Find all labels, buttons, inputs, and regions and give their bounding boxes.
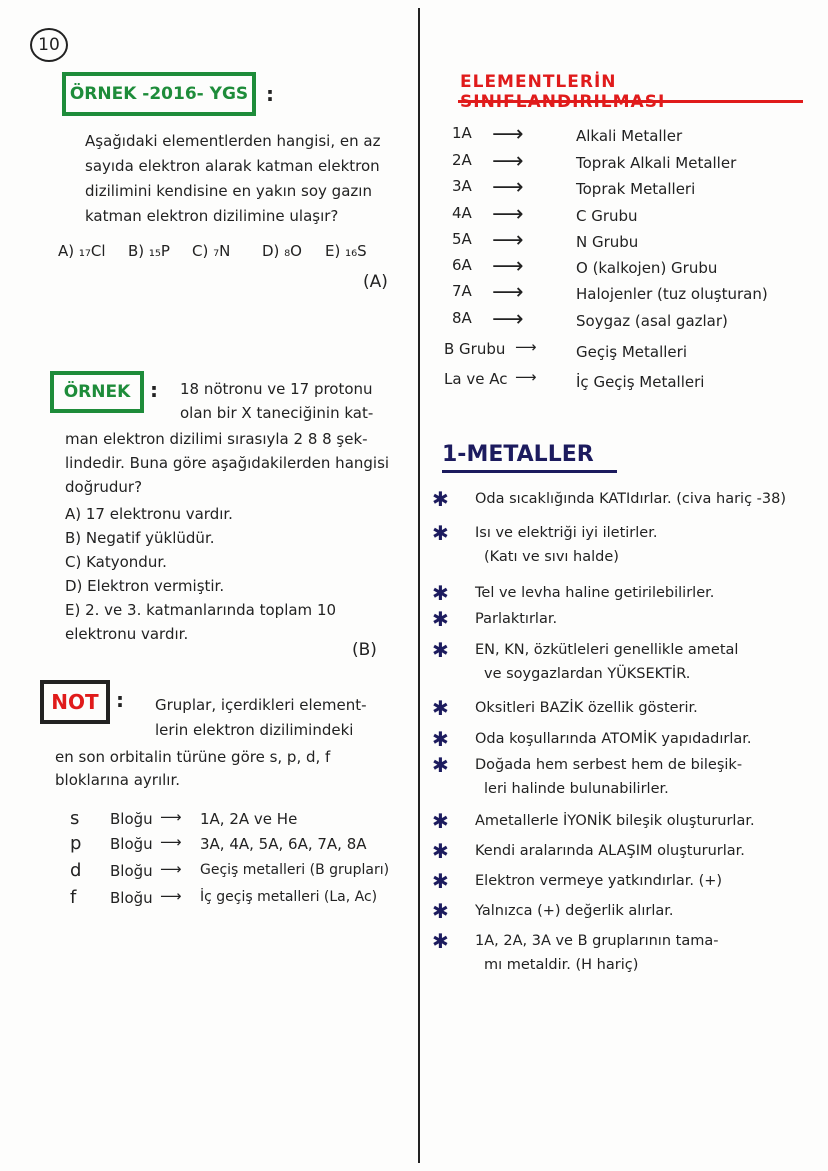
metal-property: EN, KN, özkütleleri genellikle ametal	[475, 642, 739, 658]
group-label: 7A	[452, 282, 472, 300]
bullet-star-icon: ✱	[432, 809, 449, 833]
metal-property: leri halinde bulunabilirler.	[484, 781, 669, 797]
bullet-star-icon: ✱	[432, 869, 449, 893]
title-underline	[442, 470, 617, 473]
block-name: Bloğu	[110, 889, 153, 907]
question-line: lindedir. Buna göre aşağıdakilerden hangisi	[65, 454, 390, 472]
arrow-icon: ⟶	[492, 280, 524, 305]
arrow-icon: ⟶	[492, 149, 524, 174]
option: D) ₈O	[262, 242, 302, 260]
arrow-icon: ⟶	[492, 228, 524, 253]
column-divider	[418, 8, 420, 1163]
metals-title: 1-METALLER	[442, 442, 594, 467]
question-line: sayıda elektron alarak katman elektron	[85, 157, 380, 175]
example-label-box: ÖRNEK -2016- YGS	[62, 72, 256, 116]
option: E) 2. ve 3. katmanlarında toplam 10	[65, 601, 337, 619]
group-name: Soygaz (asal gazlar)	[576, 312, 728, 330]
arrow-icon: ⟶	[160, 860, 182, 878]
example-label-box: ÖRNEK	[50, 371, 144, 413]
option: elektronu vardır.	[65, 625, 189, 643]
group-label: 8A	[452, 309, 472, 327]
block-name: Bloğu	[110, 810, 153, 828]
arrow-icon: ⟶	[160, 887, 182, 905]
group-label: 6A	[452, 256, 472, 274]
group-name: Halojenler (tuz oluşturan)	[576, 285, 768, 303]
colon: :	[266, 82, 274, 106]
bullet-star-icon: ✱	[432, 929, 449, 953]
bullet-star-icon: ✱	[432, 753, 449, 777]
question-line: olan bir X taneciğinin kat-	[180, 404, 374, 422]
metal-property: Elektron vermeye yatkındırlar. (+)	[475, 873, 723, 889]
group-name: O (kalkojen) Grubu	[576, 259, 718, 277]
metal-property: Isı ve elektriği iyi iletirler.	[475, 525, 658, 541]
question-line: katman elektron dizilimine ulaşır?	[85, 207, 339, 225]
answer: (A)	[363, 272, 388, 292]
group-name: İç Geçiş Metalleri	[576, 373, 705, 391]
group-name: Toprak Alkali Metaller	[576, 154, 737, 172]
arrow-icon: ⟶	[515, 338, 537, 356]
block-value: 1A, 2A ve He	[200, 810, 298, 828]
group-name: Toprak Metalleri	[576, 180, 696, 198]
metal-property: Tel ve levha haline getirilebilirler.	[475, 585, 715, 601]
bullet-star-icon: ✱	[432, 607, 449, 631]
colon: :	[116, 688, 124, 712]
bullet-star-icon: ✱	[432, 899, 449, 923]
note-line: en son orbitalin türüne göre s, p, d, f	[55, 748, 331, 766]
group-label: 2A	[452, 151, 472, 169]
classification-title: ELEMENTLERİN	[460, 72, 617, 92]
question-line: doğrudur?	[65, 478, 143, 496]
group-name: N Grubu	[576, 233, 639, 251]
metal-property: Kendi aralarında ALAŞIM oluştururlar.	[475, 843, 745, 859]
question-line: 18 nötronu ve 17 protonu	[180, 380, 373, 398]
block-name: Bloğu	[110, 835, 153, 853]
note-line: Gruplar, içerdikleri element-	[155, 696, 367, 714]
colon: :	[150, 378, 158, 402]
metal-property: 1A, 2A, 3A ve B gruplarının tama-	[475, 933, 719, 949]
arrow-icon: ⟶	[492, 254, 524, 279]
group-label: B Grubu	[444, 340, 506, 358]
bullet-star-icon: ✱	[432, 638, 449, 662]
option: B) Negatif yüklüdür.	[65, 529, 215, 547]
group-name: Geçiş Metalleri	[576, 343, 687, 361]
group-name: Alkali Metaller	[576, 127, 683, 145]
note-line: lerin elektron dizilimindeki	[155, 721, 354, 739]
block-letter: d	[70, 860, 82, 881]
question-line: Aşağıdaki elementlerden hangisi, en az	[85, 132, 381, 150]
metal-property: Oda koşullarında ATOMİK yapıdadırlar.	[475, 731, 752, 747]
block-letter: s	[70, 808, 80, 829]
group-label: 5A	[452, 230, 472, 248]
block-letter: f	[70, 887, 77, 908]
arrow-icon: ⟶	[492, 202, 524, 227]
option: C) ₇N	[192, 242, 231, 260]
block-value: Geçiş metalleri (B grupları)	[200, 862, 390, 878]
arrow-icon: ⟶	[160, 808, 182, 826]
bullet-star-icon: ✱	[432, 839, 449, 863]
note-line: bloklarına ayrılır.	[55, 771, 181, 789]
metal-property: Oksitleri BAZİK özellik gösterir.	[475, 700, 698, 716]
arrow-icon: ⟶	[515, 368, 537, 386]
bullet-star-icon: ✱	[432, 521, 449, 545]
block-letter: p	[70, 833, 82, 854]
arrow-icon: ⟶	[492, 307, 524, 332]
metal-property: Oda sıcaklığında KATIdırlar. (civa hariç -38)	[475, 491, 786, 507]
option: B) ₁₅P	[128, 242, 170, 260]
group-label: 4A	[452, 204, 472, 222]
metal-property: Parlaktırlar.	[475, 611, 558, 627]
arrow-icon: ⟶	[492, 122, 524, 147]
question-line: man elektron dizilimi sırasıyla 2 8 8 şek-	[65, 430, 368, 448]
block-name: Bloğu	[110, 862, 153, 880]
group-label: 1A	[452, 124, 472, 142]
option: E) ₁₆S	[325, 242, 367, 260]
option: C) Katyondur.	[65, 553, 167, 571]
option: D) Elektron vermiştir.	[65, 577, 225, 595]
block-value: 3A, 4A, 5A, 6A, 7A, 8A	[200, 835, 367, 853]
metal-property: mı metaldir. (H hariç)	[484, 957, 639, 973]
answer: (B)	[352, 640, 377, 660]
title-underline	[458, 100, 803, 103]
block-value: İç geçiş metalleri (La, Ac)	[200, 889, 378, 905]
arrow-icon: ⟶	[492, 175, 524, 200]
group-label: 3A	[452, 177, 472, 195]
bullet-star-icon: ✱	[432, 487, 449, 511]
metal-property: Yalnızca (+) değerlik alırlar.	[475, 903, 674, 919]
page-number: 10	[30, 28, 68, 62]
group-label: La ve Ac	[444, 370, 508, 388]
option: A) 17 elektronu vardır.	[65, 505, 233, 523]
bullet-star-icon: ✱	[432, 581, 449, 605]
metal-property: (Katı ve sıvı halde)	[484, 549, 619, 565]
metal-property: Ametallerle İYONİK bileşik oluştururlar.	[475, 813, 755, 829]
metal-property: ve soygazlardan YÜKSEKTİR.	[484, 666, 691, 682]
bullet-star-icon: ✱	[432, 727, 449, 751]
option: A) ₁₇Cl	[58, 242, 106, 260]
group-name: C Grubu	[576, 207, 638, 225]
question-line: dizilimini kendisine en yakın soy gazın	[85, 182, 372, 200]
bullet-star-icon: ✱	[432, 696, 449, 720]
note-label-box: NOT	[40, 680, 110, 724]
metal-property: Doğada hem serbest hem de bileşik-	[475, 757, 743, 773]
arrow-icon: ⟶	[160, 833, 182, 851]
